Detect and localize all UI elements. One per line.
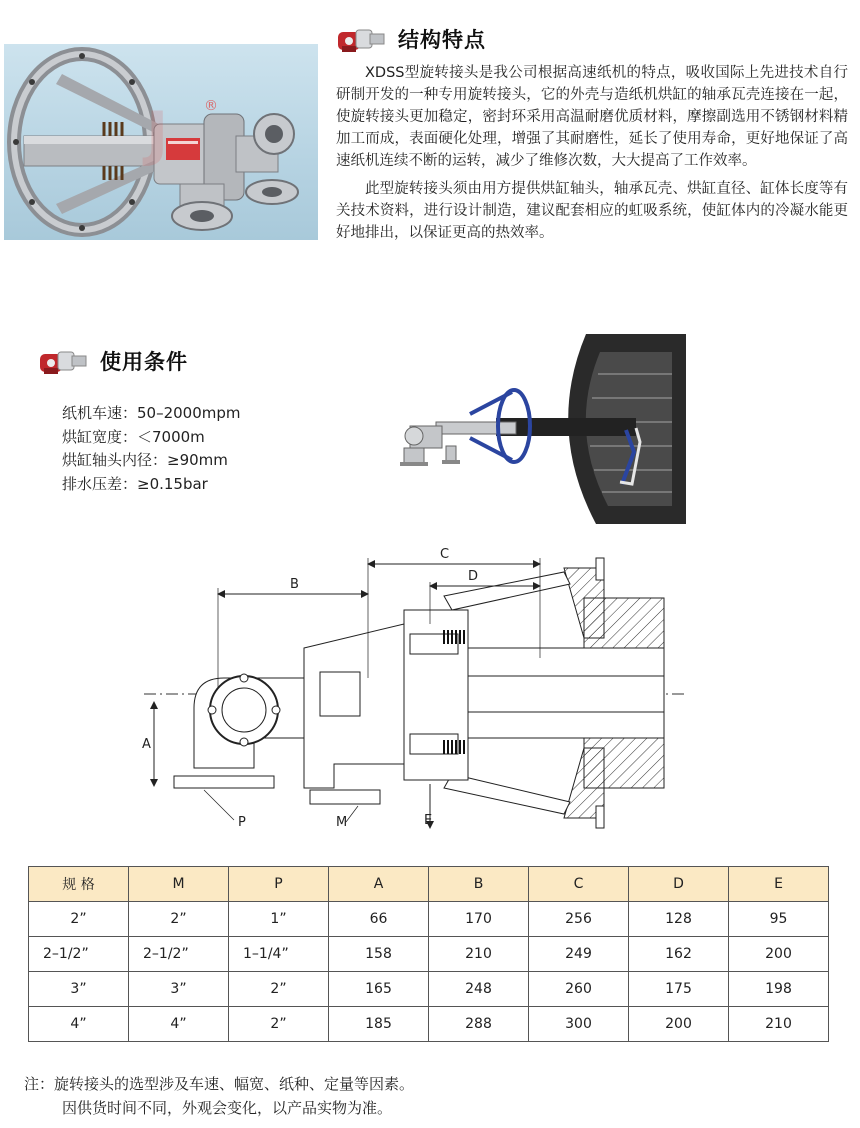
- table-cell: 66: [329, 902, 429, 937]
- rotary-joint-icon: [38, 346, 90, 376]
- trademark-mark: ®: [204, 98, 218, 114]
- table-cell: 170: [429, 902, 529, 937]
- table-cell: 2”: [229, 1007, 329, 1042]
- condition-machine-speed: 纸机车速：50–2000mpm: [62, 404, 241, 422]
- table-cell: 3”: [129, 972, 229, 1007]
- condition-drain-pressure: 排水压差：≥0.15bar: [62, 474, 208, 493]
- note-prefix: 注：: [24, 1075, 55, 1093]
- table-cell: 185: [329, 1007, 429, 1042]
- table-cell: 2–1/2”: [29, 937, 129, 972]
- header-cell: C: [529, 867, 629, 902]
- table-cell: 300: [529, 1007, 629, 1042]
- table-cell: 248: [429, 972, 529, 1007]
- table-cell: 249: [529, 937, 629, 972]
- svg-text:J: J: [146, 99, 169, 169]
- header-cell: B: [429, 867, 529, 902]
- table-cell: 260: [529, 972, 629, 1007]
- table-cell: 288: [429, 1007, 529, 1042]
- conditions-list: [62, 402, 241, 496]
- dim-label-m: M: [336, 815, 348, 830]
- table-cell: 1”: [229, 902, 329, 937]
- table-cell: 256: [529, 902, 629, 937]
- rotary-joint-icon: [336, 24, 388, 54]
- section-conditions-header: [38, 346, 188, 376]
- table-cell: 165: [329, 972, 429, 1007]
- table-cell: 158: [329, 937, 429, 972]
- dim-label-e: E: [424, 813, 433, 828]
- table-cell: 210: [729, 1007, 829, 1042]
- structure-paragraph-2: 此型旋转接头须由用方提供烘缸轴头，轴承瓦壳、烘缸直径、缸体长度等有关技术资料，进行设计制造，建议配套相应的虹吸系统，使缸体内的冷凝水能更好地排出，以保证更高的热效率。: [336, 181, 848, 241]
- dim-label-b: B: [290, 577, 299, 592]
- technical-drawing: [134, 538, 694, 838]
- table-cell: 200: [629, 1007, 729, 1042]
- installation-illustration: [396, 334, 696, 524]
- notes: [24, 1072, 414, 1120]
- dim-label-p: P: [238, 815, 246, 830]
- header-cell: A: [329, 867, 429, 902]
- table-cell: 2”: [229, 972, 329, 1007]
- section-structure-title: 结构特点: [398, 28, 486, 52]
- dim-label-a: A: [142, 737, 151, 752]
- table-cell: 2”: [29, 902, 129, 937]
- table-cell: 2”: [129, 902, 229, 937]
- table-cell: 4”: [29, 1007, 129, 1042]
- product-photo: [4, 44, 318, 240]
- section-conditions-title: 使用条件: [100, 350, 188, 374]
- condition-journal-bore: 烘缸轴头内径：≥90mm: [62, 451, 228, 469]
- header-cell: 规 格: [29, 867, 129, 902]
- table-cell: 1–1/4”: [229, 937, 329, 972]
- table-header-row: [29, 867, 829, 902]
- table-cell: 162: [629, 937, 729, 972]
- structure-paragraph-1: XDSS型旋转接头是我公司根据高速纸机的特点，吸收国际上先进技术自行研制开发的一种专用旋转接头，它的外壳与造纸机烘缸的轴承瓦壳连接在一起，使旋转接头更加稳定，密封环采用高温耐磨优质材料，摩擦副选用不锈钢材料精加工而成，表面硬化处理，增强了其耐磨性，延长了使用寿命，更好地保证了高速纸机连续不断的运转，减少了维修次数，大大提高了工作效率。: [336, 65, 848, 169]
- header-cell: E: [729, 867, 829, 902]
- table-cell: 210: [429, 937, 529, 972]
- dim-label-c: C: [440, 547, 450, 562]
- header-cell: D: [629, 867, 729, 902]
- structure-description: [336, 62, 848, 244]
- table-row: [29, 1007, 829, 1042]
- header-cell: P: [229, 867, 329, 902]
- table-cell: 128: [629, 902, 729, 937]
- table-cell: 200: [729, 937, 829, 972]
- condition-dryer-width: 烘缸宽度：＜7000m: [62, 427, 205, 446]
- table-row: [29, 902, 829, 937]
- section-structure-header: [336, 24, 486, 54]
- note-line-1: 旋转接头的选型涉及车速、幅宽、纸种、定量等因素。: [54, 1075, 415, 1093]
- table-cell: 4”: [129, 1007, 229, 1042]
- spec-table: [28, 866, 829, 1042]
- header-cell: M: [129, 867, 229, 902]
- table-row: [29, 972, 829, 1007]
- dim-label-d: D: [468, 569, 479, 584]
- table-cell: 2–1/2”: [129, 937, 229, 972]
- table-cell: 95: [729, 902, 829, 937]
- table-row: [29, 937, 829, 972]
- note-line-2: 因供货时间不同，外观会变化，以产品实物为准。: [62, 1099, 393, 1117]
- table-cell: 175: [629, 972, 729, 1007]
- table-cell: 198: [729, 972, 829, 1007]
- table-cell: 3”: [29, 972, 129, 1007]
